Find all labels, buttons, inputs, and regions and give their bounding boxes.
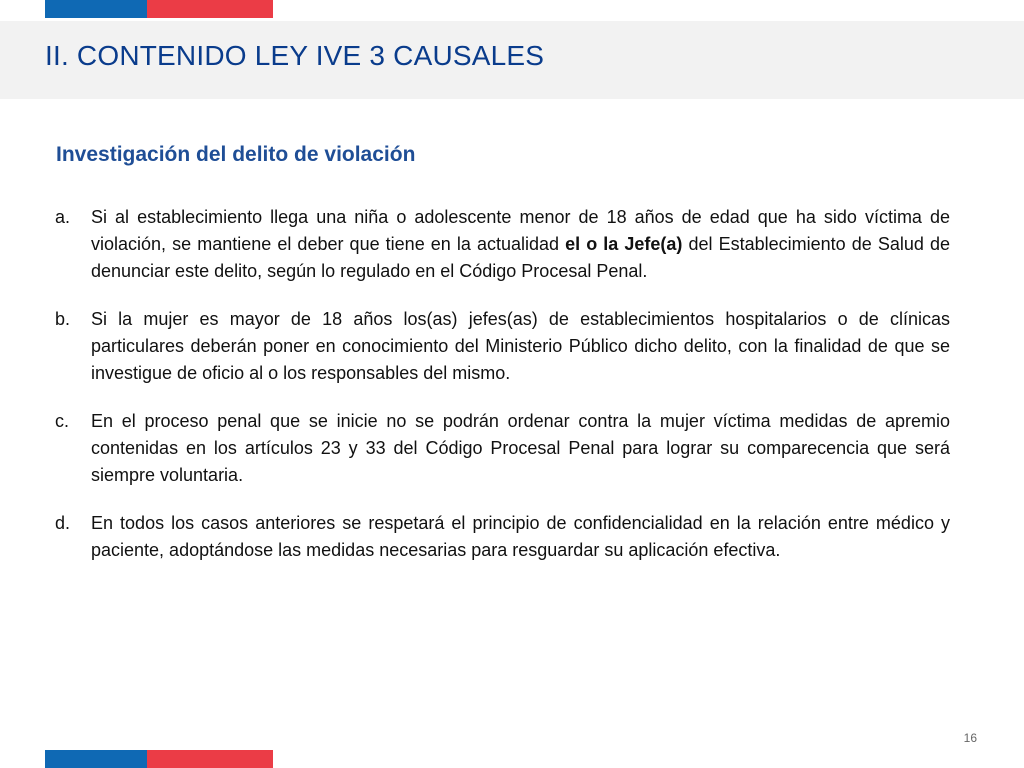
item-marker: b.: [55, 309, 71, 329]
bottom-flag-red-stripe: [147, 750, 273, 768]
top-flag-red-stripe: [147, 0, 273, 18]
item-text-part: del Establecimiento de Salud de denunciar este delito, según lo regulado en el Código Procesal Penal.: [91, 234, 950, 281]
page-number: 16: [963, 731, 977, 745]
item-text: Si la mujer es mayor de 18 años los(as) jefes(as) de establecimientos hospitalarios o de clínicas particulares deberán poner en conocimiento del Ministerio Público dicho delito, con la finalidad de que se investigue de oficio al o los responsables del mismo.: [91, 309, 950, 383]
top-flag-blue-stripe: [45, 0, 147, 18]
slide-title: II. CONTENIDO LEY IVE 3 CAUSALES: [45, 40, 545, 71]
list-item: [55, 306, 950, 387]
item-marker: c.: [55, 411, 70, 431]
item-text-bold: el o la Jefe(a): [565, 234, 683, 254]
item-text-part: Si al establecimiento llega una niña o adolescente menor de 18 años de edad que ha sido víctima de violación, se mantiene el deber que tiene en la actualidad: [91, 207, 950, 254]
list-item: [55, 204, 950, 285]
bottom-flag-blue-stripe: [45, 750, 147, 768]
list-item: [55, 408, 950, 489]
item-text: En el proceso penal que se inicie no se podrán ordenar contra la mujer víctima medidas de apremio contenidas en los artículos 23 y 33 del Código Procesal Penal para lograr su comparecencia que será siempre voluntaria.: [91, 411, 950, 485]
top-flag-bar: [45, 0, 273, 18]
bottom-flag-bar: [45, 750, 273, 768]
item-list: [55, 204, 950, 585]
item-text: [91, 204, 950, 285]
item-marker: a.: [55, 207, 71, 227]
list-item: [55, 510, 950, 564]
section-subtitle: Investigación del delito de violación: [56, 143, 416, 166]
item-marker: d.: [55, 513, 71, 533]
item-text: En todos los casos anteriores se respetará el principio de confidencialidad en la relación entre médico y paciente, adoptándose las medidas necesarias para resguardar su aplicación efectiva.: [91, 513, 950, 560]
